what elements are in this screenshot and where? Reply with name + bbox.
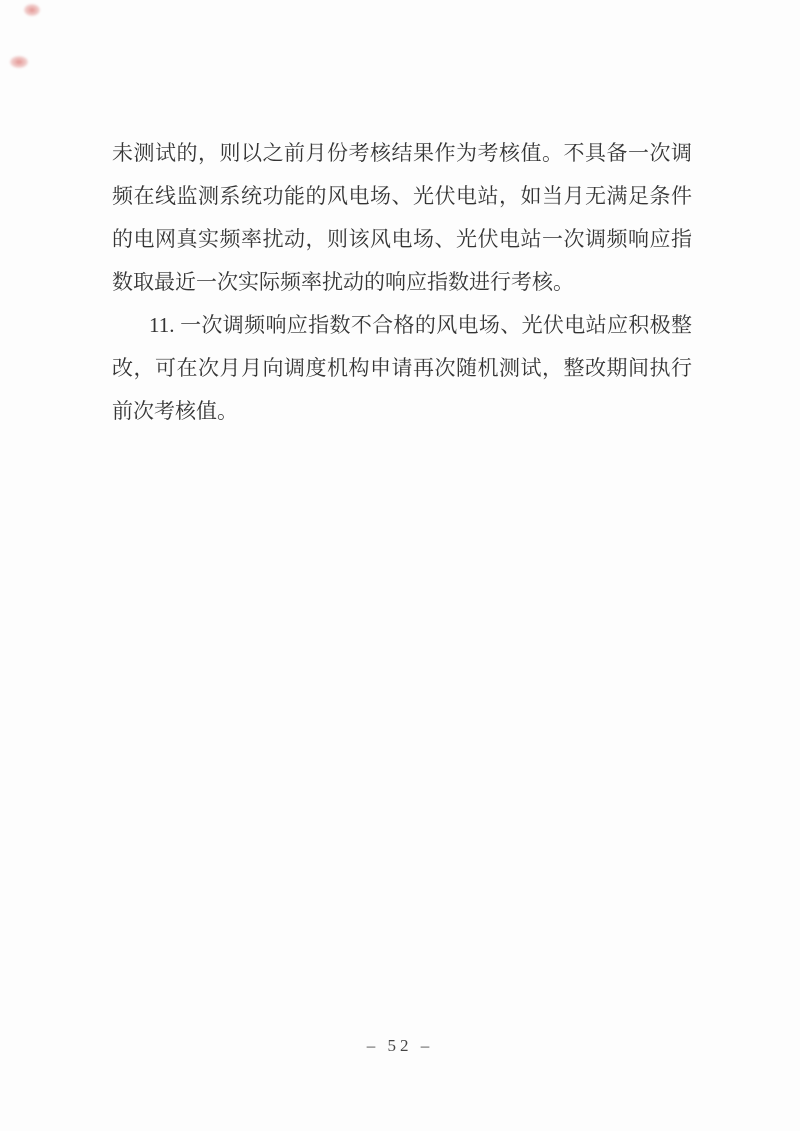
text-line: 未测试的，则以之前月份考核结果作为考核值。不具备一次调 <box>112 141 692 165</box>
paragraph-2 <box>112 304 692 433</box>
red-ink-speck <box>10 56 28 68</box>
body-text <box>112 132 692 433</box>
text-line: 改，可在次月月向调度机构申请再次随机测试，整改期间执行 <box>112 356 692 380</box>
paragraph-1 <box>112 132 692 304</box>
text-line: 前次考核值。 <box>112 399 238 423</box>
text-line: 的电网真实频率扰动，则该风电场、光伏电站一次调频响应指 <box>112 227 692 251</box>
red-ink-speck <box>24 4 40 16</box>
text-line: 11. 一次调频响应指数不合格的风电场、光伏电站应积极整 <box>149 313 692 337</box>
text-line: 数取最近一次实际频率扰动的响应指数进行考核。 <box>112 270 574 294</box>
page-number: – 52 – <box>366 1036 434 1055</box>
text-line: 频在线监测系统功能的风电场、光伏电站，如当月无满足条件 <box>112 184 692 208</box>
